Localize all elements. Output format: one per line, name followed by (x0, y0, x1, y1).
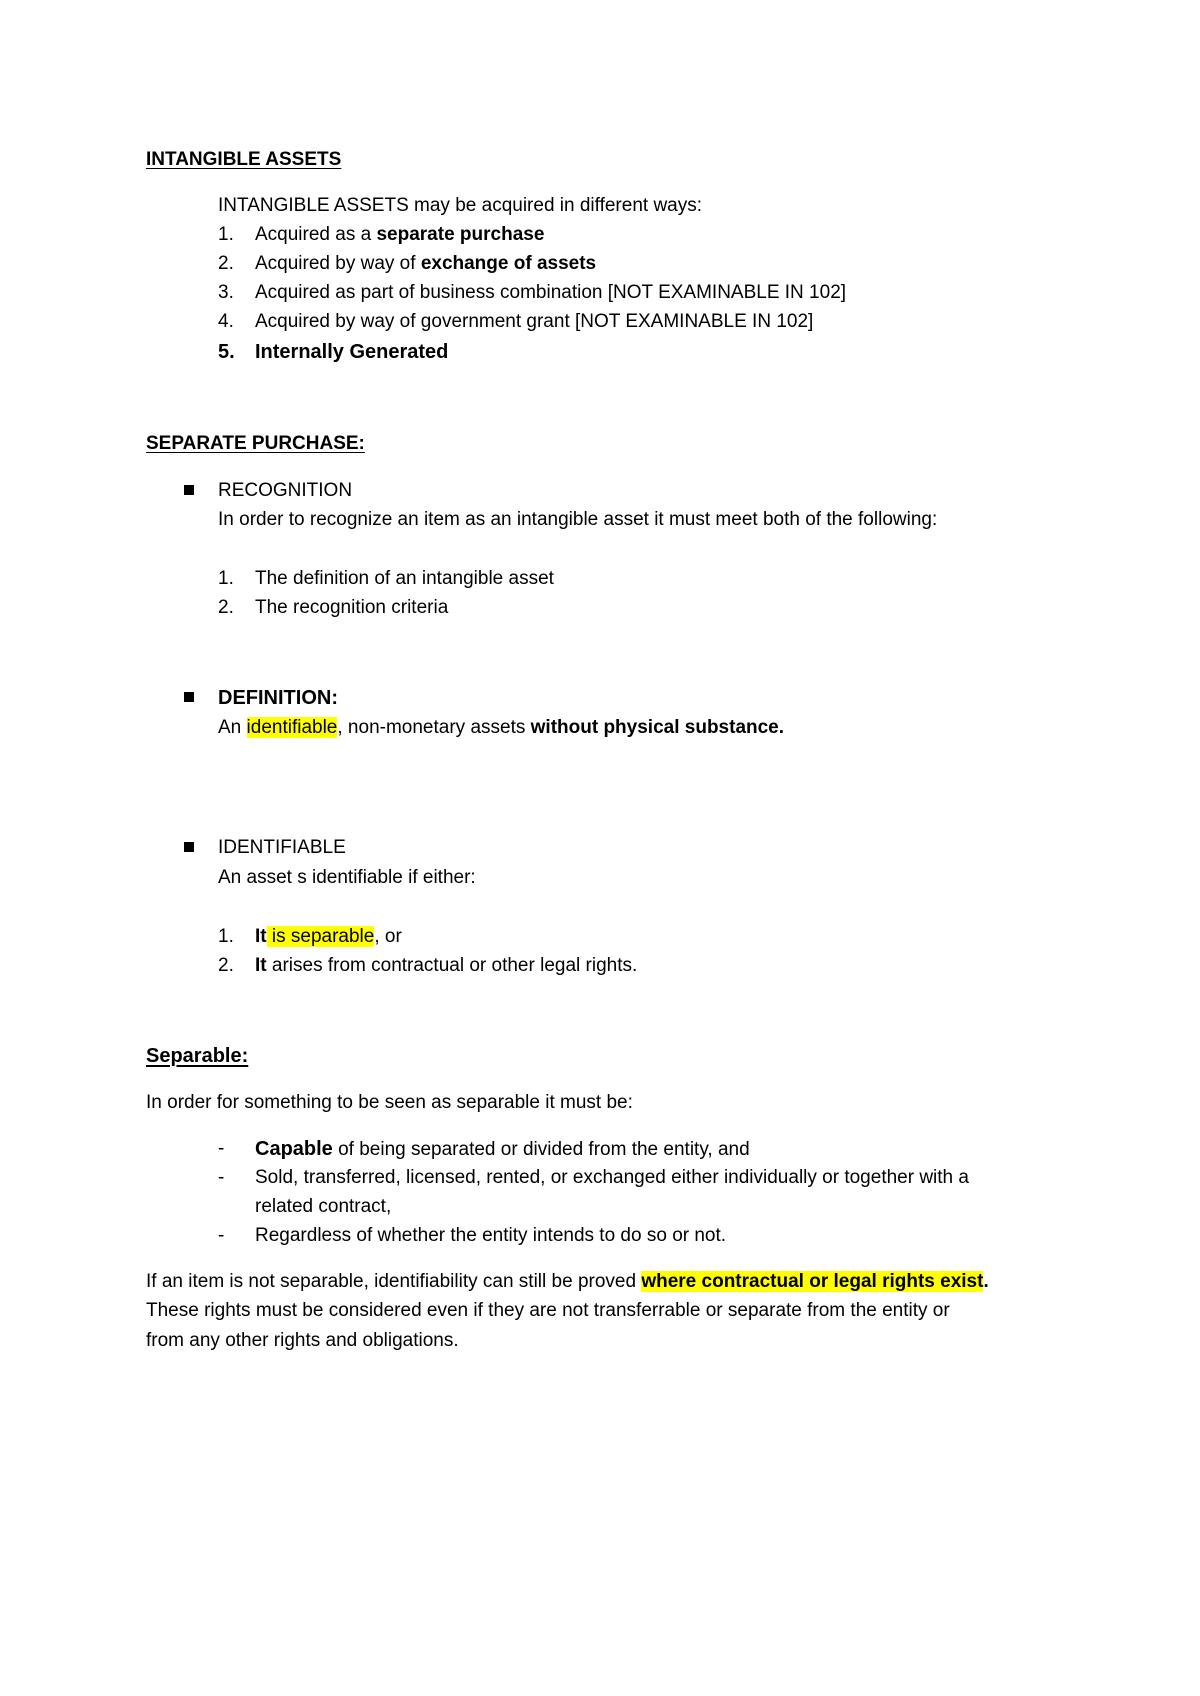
list-item: Acquired by way of government grant [NOT EXAMINABLE IN 102] (255, 311, 814, 332)
identifiable-label: IDENTIFIABLE (218, 837, 346, 858)
list-item: Acquired as a separate purchase (255, 224, 545, 245)
highlight: identifiable (246, 717, 338, 738)
list-item: It arises from contractual or other legal rights. (255, 955, 638, 976)
list-item-continuation: related contract, (255, 1196, 392, 1217)
list-number: 1. (218, 926, 234, 947)
list-item: It is separable, or (255, 926, 402, 947)
list-item: Acquired by way of exchange of assets (255, 253, 597, 274)
square-bullet-icon (184, 842, 194, 852)
square-bullet-icon (184, 485, 194, 495)
list-number: 2. (218, 955, 234, 976)
recognition-label: RECOGNITION (218, 480, 353, 501)
document-title: INTANGIBLE ASSETS (146, 149, 342, 170)
section-heading-separate-purchase: SEPARATE PURCHASE: (146, 433, 365, 454)
list-number: 2. (218, 597, 234, 618)
separable-paragraph-line-3: from any other rights and obligations. (146, 1330, 459, 1351)
list-number: 5. (218, 341, 235, 363)
intro-lead: INTANGIBLE ASSETS may be acquired in different ways: (218, 195, 703, 216)
list-number: 1. (218, 224, 234, 245)
list-number: 2. (218, 253, 234, 274)
list-item: Sold, transferred, licensed, rented, or exchanged either individually or together with a (255, 1167, 969, 1188)
dash-bullet: - (218, 1167, 225, 1188)
definition-text: An identifiable, non-monetary assets without physical substance. (218, 717, 785, 738)
section-heading-separable: Separable: (146, 1045, 249, 1067)
separable-paragraph-line-1: If an item is not separable, identifiability can still be proved where contractual or legal rights exist. (146, 1271, 989, 1292)
list-item: Acquired as part of business combination [NOT EXAMINABLE IN 102] (255, 282, 847, 303)
dash-bullet: - (218, 1225, 225, 1246)
list-item: The definition of an intangible asset (255, 568, 554, 589)
separable-lead: In order for something to be seen as separable it must be: (146, 1092, 633, 1113)
list-item: The recognition criteria (255, 597, 449, 618)
separable-paragraph-line-2: These rights must be considered even if they are not transferrable or separate from the entity or (146, 1300, 950, 1321)
list-item: Internally Generated (255, 341, 449, 363)
identifiable-text: An asset s identifiable if either: (218, 867, 476, 888)
definition-label: DEFINITION: (218, 687, 338, 709)
dash-bullet: - (218, 1138, 225, 1159)
highlight: where contractual or legal rights exist (641, 1271, 984, 1292)
list-number: 4. (218, 311, 234, 332)
highlight: is separable (266, 926, 375, 947)
list-item: Regardless of whether the entity intends to do so or not. (255, 1225, 727, 1246)
list-number: 1. (218, 568, 234, 589)
list-number: 3. (218, 282, 234, 303)
list-item: Capable of being separated or divided from the entity, and (255, 1138, 750, 1160)
square-bullet-icon (184, 692, 194, 702)
recognition-text: In order to recognize an item as an intangible asset it must meet both of the following: (218, 509, 938, 530)
